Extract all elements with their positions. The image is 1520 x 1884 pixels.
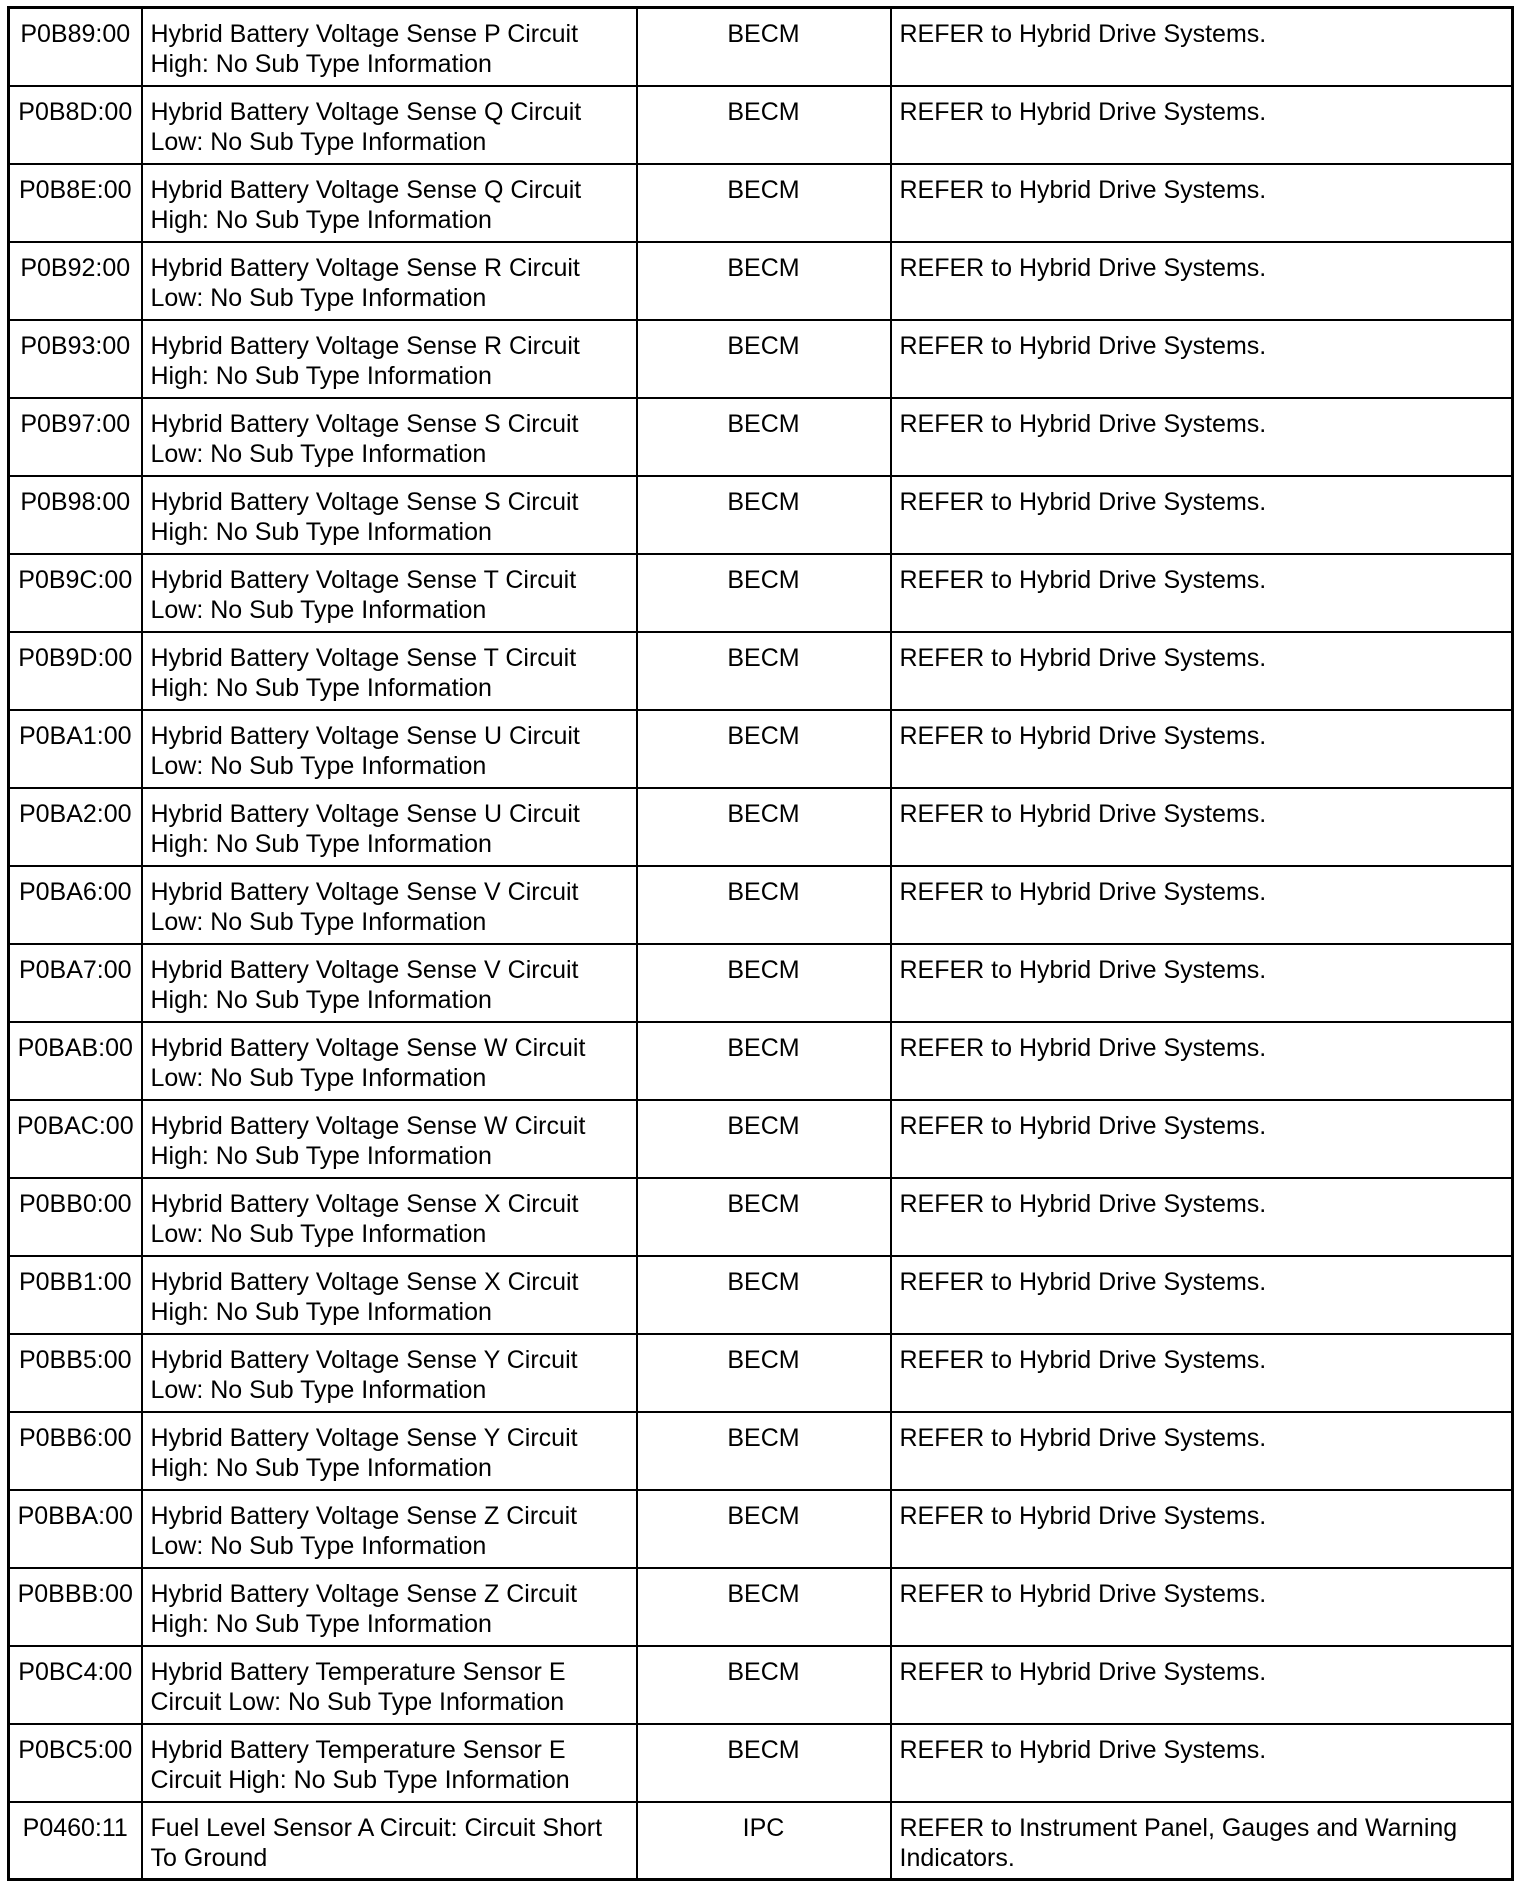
dtc-code-cell: P0B89:00 (9, 8, 142, 86)
dtc-code-cell: P0BAB:00 (9, 1022, 142, 1100)
dtc-action-cell: REFER to Hybrid Drive Systems. (891, 1490, 1513, 1568)
dtc-description-cell: Hybrid Battery Voltage Sense X Circuit High: No Sub Type Information (142, 1256, 637, 1334)
dtc-code-cell: P0BBA:00 (9, 1490, 142, 1568)
table-row (9, 1646, 1513, 1724)
dtc-action-cell: REFER to Hybrid Drive Systems. (891, 788, 1513, 866)
dtc-code-cell: P0BA7:00 (9, 944, 142, 1022)
dtc-code-cell: P0B8D:00 (9, 86, 142, 164)
dtc-description-cell: Hybrid Battery Voltage Sense V Circuit High: No Sub Type Information (142, 944, 637, 1022)
table-row (9, 86, 1513, 164)
dtc-action-cell: REFER to Instrument Panel, Gauges and Warning Indicators. (891, 1802, 1513, 1880)
dtc-code-cell: P0460:11 (9, 1802, 142, 1880)
dtc-description-cell: Hybrid Battery Voltage Sense T Circuit High: No Sub Type Information (142, 632, 637, 710)
dtc-code-cell: P0B93:00 (9, 320, 142, 398)
dtc-description-cell: Hybrid Battery Voltage Sense S Circuit Low: No Sub Type Information (142, 398, 637, 476)
dtc-action-cell: REFER to Hybrid Drive Systems. (891, 86, 1513, 164)
table-row (9, 1256, 1513, 1334)
dtc-action-cell: REFER to Hybrid Drive Systems. (891, 164, 1513, 242)
dtc-module-cell: BECM (637, 1334, 891, 1412)
dtc-action-cell: REFER to Hybrid Drive Systems. (891, 1724, 1513, 1802)
dtc-module-cell: BECM (637, 1256, 891, 1334)
dtc-action-cell: REFER to Hybrid Drive Systems. (891, 8, 1513, 86)
table-row (9, 788, 1513, 866)
dtc-code-cell: P0B8E:00 (9, 164, 142, 242)
dtc-action-cell: REFER to Hybrid Drive Systems. (891, 632, 1513, 710)
table-row (9, 476, 1513, 554)
dtc-action-cell: REFER to Hybrid Drive Systems. (891, 1568, 1513, 1646)
table-row (9, 1490, 1513, 1568)
dtc-code-cell: P0BC5:00 (9, 1724, 142, 1802)
table-row (9, 944, 1513, 1022)
table-row (9, 164, 1513, 242)
table-row (9, 554, 1513, 632)
table-row (9, 398, 1513, 476)
table-row (9, 1802, 1513, 1880)
dtc-module-cell: BECM (637, 1100, 891, 1178)
dtc-module-cell: BECM (637, 320, 891, 398)
dtc-description-cell: Hybrid Battery Voltage Sense Y Circuit High: No Sub Type Information (142, 1412, 637, 1490)
dtc-description-cell: Hybrid Battery Voltage Sense Z Circuit Low: No Sub Type Information (142, 1490, 637, 1568)
dtc-code-cell: P0BB6:00 (9, 1412, 142, 1490)
dtc-code-cell: P0B9D:00 (9, 632, 142, 710)
dtc-code-cell: P0BB0:00 (9, 1178, 142, 1256)
dtc-code-cell: P0B97:00 (9, 398, 142, 476)
table-row (9, 242, 1513, 320)
dtc-action-cell: REFER to Hybrid Drive Systems. (891, 710, 1513, 788)
dtc-code-cell: P0BC4:00 (9, 1646, 142, 1724)
dtc-action-cell: REFER to Hybrid Drive Systems. (891, 1256, 1513, 1334)
dtc-module-cell: BECM (637, 866, 891, 944)
dtc-module-cell: BECM (637, 242, 891, 320)
dtc-action-cell: REFER to Hybrid Drive Systems. (891, 944, 1513, 1022)
table-row (9, 632, 1513, 710)
dtc-module-cell: BECM (637, 1022, 891, 1100)
dtc-module-cell: BECM (637, 1568, 891, 1646)
dtc-description-cell: Hybrid Battery Temperature Sensor E Circuit Low: No Sub Type Information (142, 1646, 637, 1724)
dtc-description-cell: Hybrid Battery Voltage Sense R Circuit Low: No Sub Type Information (142, 242, 637, 320)
dtc-module-cell: BECM (637, 1490, 891, 1568)
dtc-action-cell: REFER to Hybrid Drive Systems. (891, 1334, 1513, 1412)
dtc-description-cell: Hybrid Battery Voltage Sense U Circuit High: No Sub Type Information (142, 788, 637, 866)
dtc-module-cell: BECM (637, 1646, 891, 1724)
dtc-module-cell: BECM (637, 944, 891, 1022)
dtc-table-body (9, 8, 1513, 1880)
dtc-description-cell: Hybrid Battery Voltage Sense R Circuit High: No Sub Type Information (142, 320, 637, 398)
dtc-description-cell: Hybrid Battery Voltage Sense Q Circuit High: No Sub Type Information (142, 164, 637, 242)
dtc-description-cell: Hybrid Battery Voltage Sense V Circuit Low: No Sub Type Information (142, 866, 637, 944)
dtc-module-cell: BECM (637, 164, 891, 242)
dtc-description-cell: Hybrid Battery Voltage Sense X Circuit Low: No Sub Type Information (142, 1178, 637, 1256)
dtc-description-cell: Hybrid Battery Temperature Sensor E Circuit High: No Sub Type Information (142, 1724, 637, 1802)
dtc-description-cell: Hybrid Battery Voltage Sense W Circuit High: No Sub Type Information (142, 1100, 637, 1178)
dtc-code-cell: P0BBB:00 (9, 1568, 142, 1646)
dtc-module-cell: BECM (637, 554, 891, 632)
dtc-code-cell: P0BA6:00 (9, 866, 142, 944)
table-row (9, 1178, 1513, 1256)
dtc-code-cell: P0B92:00 (9, 242, 142, 320)
dtc-action-cell: REFER to Hybrid Drive Systems. (891, 398, 1513, 476)
dtc-module-cell: IPC (637, 1802, 891, 1880)
dtc-description-cell: Hybrid Battery Voltage Sense P Circuit High: No Sub Type Information (142, 8, 637, 86)
dtc-module-cell: BECM (637, 476, 891, 554)
dtc-code-cell: P0BA2:00 (9, 788, 142, 866)
dtc-action-cell: REFER to Hybrid Drive Systems. (891, 1646, 1513, 1724)
dtc-code-cell: P0BB1:00 (9, 1256, 142, 1334)
table-row (9, 1412, 1513, 1490)
dtc-action-cell: REFER to Hybrid Drive Systems. (891, 1022, 1513, 1100)
dtc-action-cell: REFER to Hybrid Drive Systems. (891, 1412, 1513, 1490)
dtc-action-cell: REFER to Hybrid Drive Systems. (891, 242, 1513, 320)
dtc-description-cell: Fuel Level Sensor A Circuit: Circuit Short To Ground (142, 1802, 637, 1880)
dtc-action-cell: REFER to Hybrid Drive Systems. (891, 476, 1513, 554)
table-row (9, 1724, 1513, 1802)
table-row (9, 866, 1513, 944)
dtc-action-cell: REFER to Hybrid Drive Systems. (891, 1178, 1513, 1256)
dtc-module-cell: BECM (637, 632, 891, 710)
dtc-module-cell: BECM (637, 86, 891, 164)
table-row (9, 1568, 1513, 1646)
dtc-action-cell: REFER to Hybrid Drive Systems. (891, 866, 1513, 944)
dtc-module-cell: BECM (637, 398, 891, 476)
dtc-description-cell: Hybrid Battery Voltage Sense Z Circuit High: No Sub Type Information (142, 1568, 637, 1646)
table-row (9, 320, 1513, 398)
dtc-code-cell: P0BB5:00 (9, 1334, 142, 1412)
dtc-table (7, 6, 1514, 1881)
dtc-module-cell: BECM (637, 8, 891, 86)
dtc-description-cell: Hybrid Battery Voltage Sense U Circuit Low: No Sub Type Information (142, 710, 637, 788)
dtc-module-cell: BECM (637, 1724, 891, 1802)
dtc-description-cell: Hybrid Battery Voltage Sense T Circuit Low: No Sub Type Information (142, 554, 637, 632)
dtc-description-cell: Hybrid Battery Voltage Sense S Circuit High: No Sub Type Information (142, 476, 637, 554)
dtc-action-cell: REFER to Hybrid Drive Systems. (891, 320, 1513, 398)
dtc-module-cell: BECM (637, 710, 891, 788)
table-row (9, 1100, 1513, 1178)
table-row (9, 1334, 1513, 1412)
dtc-module-cell: BECM (637, 788, 891, 866)
dtc-code-cell: P0B9C:00 (9, 554, 142, 632)
dtc-code-cell: P0BAC:00 (9, 1100, 142, 1178)
dtc-action-cell: REFER to Hybrid Drive Systems. (891, 554, 1513, 632)
dtc-description-cell: Hybrid Battery Voltage Sense Q Circuit Low: No Sub Type Information (142, 86, 637, 164)
dtc-code-cell: P0B98:00 (9, 476, 142, 554)
dtc-code-cell: P0BA1:00 (9, 710, 142, 788)
table-row (9, 8, 1513, 86)
dtc-module-cell: BECM (637, 1412, 891, 1490)
dtc-description-cell: Hybrid Battery Voltage Sense Y Circuit Low: No Sub Type Information (142, 1334, 637, 1412)
dtc-module-cell: BECM (637, 1178, 891, 1256)
table-row (9, 710, 1513, 788)
table-row (9, 1022, 1513, 1100)
dtc-action-cell: REFER to Hybrid Drive Systems. (891, 1100, 1513, 1178)
dtc-description-cell: Hybrid Battery Voltage Sense W Circuit Low: No Sub Type Information (142, 1022, 637, 1100)
